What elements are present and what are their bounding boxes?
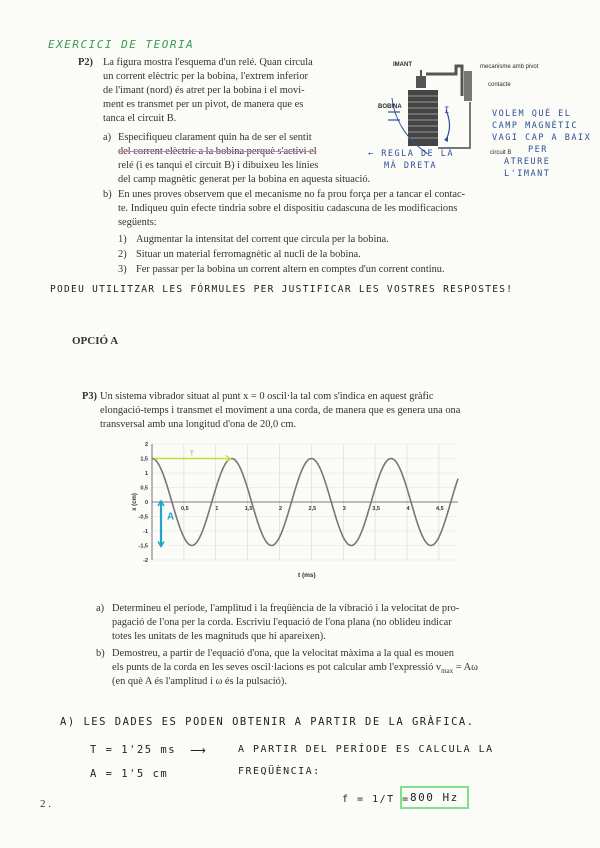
note-line: VAGI CAP A BAIX (492, 133, 592, 143)
label-imant: IMANT (393, 62, 412, 68)
option-title: OPCIÓ A (72, 335, 119, 347)
p3-b-line: Demostreu, a partir de l'equació d'ona, que la velocitat màxima a la qual es mouen (112, 648, 454, 659)
note-line: ← REGLA DE LA (368, 149, 455, 159)
note-line: CAMP MAGNÈTIC (492, 121, 579, 131)
p2-intro-line: ment es transmet per un pivot, de manera que es (103, 99, 304, 110)
p3-b-label: b) (96, 648, 105, 659)
answer-freq-formula: f = 1/T = (342, 794, 410, 805)
chart-svg (128, 438, 464, 588)
p2-b-line: te. Indiqueu quin efecte tindria sobre el dispositiu cadascuna de les modificacions (118, 203, 458, 214)
answer-arrow-text-2: FREQÜÈNCIA: (238, 766, 321, 777)
x-tick-label: 0,5 (181, 506, 189, 512)
x-tick-label: 4,5 (436, 506, 444, 512)
problem-number-p3: P3) (82, 391, 98, 402)
p3-b-subscript: max (441, 667, 454, 676)
p2-a-line: del corrent elèctric a la bobina perquè s'activi el (118, 146, 317, 157)
magnet-body (416, 76, 426, 88)
arrow-right-icon: ⟶ (190, 745, 206, 757)
p3-intro-line: elongació-temps i transmet el moviment a una corda, de manera que es genera una ona (100, 405, 461, 416)
p2-b-line: següents: (118, 217, 157, 228)
p2-intro-line: de l'imant (nord) és atret per la bobina i el movi- (103, 85, 305, 96)
p2-item-text: Augmentar la intensitat del corrent que circula per la bobina. (136, 234, 389, 245)
x-tick-label: 1 (215, 506, 219, 512)
note-line: MÀ DRETA (384, 161, 437, 171)
answer-period: T = 1'25 ms (90, 744, 177, 756)
p2-item-number: 2) (118, 249, 127, 260)
y-tick-label: -2 (143, 558, 148, 564)
p2-a-line: relé (i es tanqui el circuit B) i dibuixeu les línies (118, 160, 319, 171)
p3-a-label: a) (96, 603, 105, 614)
field-arrowhead (444, 136, 448, 142)
y-axis-label: x (cm) (132, 493, 138, 511)
p2-b-label: b) (103, 189, 112, 200)
handwritten-note-right (492, 108, 600, 180)
p2-item-number: 3) (118, 264, 127, 275)
p2-intro-line: La figura mostra l'esquema d'un relé. Quan circula (103, 57, 313, 68)
circuit-b-wire (438, 102, 470, 148)
y-tick-label: 2 (144, 442, 148, 448)
p2-a-line: Especifiqueu clarament quin ha de ser el sentit (118, 132, 312, 143)
p3-intro-line: transversal amb una longitud d'ona de 20,0 cm. (100, 419, 297, 430)
p2-item-text: Fer passar per la bobina un corrent altern en comptes d'un corrent continu. (136, 264, 445, 275)
answer-freq-result: 800 Hz (400, 786, 469, 809)
problem-number-p2: P2) (78, 57, 94, 68)
x-tick-label: 3,5 (372, 506, 380, 512)
x-tick-label: 3 (342, 506, 346, 512)
p2-intro-line: tanca el circuit B. (103, 113, 177, 124)
handwritten-formula-note: PODEU UTILITZAR LES FÓRMULES PER JUSTIFICAR LES VOSTRES RESPOSTES! (50, 284, 514, 295)
note-line: PER (528, 145, 548, 155)
p3-a-line: totes les unitats de les magnituds que hi apareixen). (112, 631, 326, 642)
y-tick-label: -0,5 (138, 514, 148, 521)
note-line: VOLEM QUÈ EL (492, 109, 572, 119)
label-contacte: contacte (488, 82, 511, 88)
p2-intro-line: un corrent elèctric per la bobina, l'extrem inferior (103, 71, 308, 82)
y-tick-label: -1 (143, 529, 148, 535)
x-tick-label: 2 (278, 506, 283, 512)
y-tick-label: 1,5 (140, 456, 148, 463)
p2-a-line: del camp magnètic generat per la bobina en aquesta situació. (118, 174, 371, 185)
x-tick-label: 1,5 (244, 506, 253, 512)
label-mecanisme: mecanisme amb pivot (480, 64, 539, 70)
p3-a-line (112, 602, 459, 616)
y-tick-label: 0 (144, 500, 148, 506)
label-circuit-b: circuit B (490, 150, 512, 156)
p3-a-text: Determineu el període, l'amplitud i la freqüència de la vibració i la velocitat de pro- (112, 603, 460, 614)
amplitude-label: A (167, 511, 175, 523)
y-tick-label: 0,5 (140, 485, 148, 492)
p3-a-line: pagació de l'ona per la corda. Escriviu l'equació de l'ona plana (no oblideu indicar (112, 617, 452, 628)
p2-item-number: 1) (118, 234, 127, 245)
contact-post (464, 71, 472, 101)
p3-b-line: (en què A és l'amplitud i ω és la pulsació). (112, 676, 287, 687)
label-bobina: BOBINA (378, 104, 402, 110)
answer-line-1: A) LES DADES ES PODEN OBTENIR A PARTIR DE LA GRÀFICA. (60, 716, 475, 728)
answer-amplitude: A = 1'5 cm (90, 768, 169, 780)
p3-intro-line: Un sistema vibrador situat al punt x = 0 oscil·la tal com s'indica en aquest gràfic (100, 391, 434, 402)
chart-xlabel: t (ms) (298, 572, 316, 579)
exercise-heading: EXERCICI DE TEORIA (48, 38, 195, 51)
note-line: ATREURE L'IMANT (504, 157, 551, 179)
y-tick-label: -1,5 (138, 543, 148, 550)
p2-item-text: Situar un material ferromagnètic al nucli de la bobina. (136, 249, 361, 260)
handwritten-note-left (368, 148, 454, 172)
label-current-i: I (444, 106, 451, 116)
x-tick-label: 4 (406, 506, 410, 512)
p2-a-label: a) (103, 132, 112, 143)
y-tick-label: 1 (144, 471, 148, 477)
p2-b-line: En unes proves observem que el mecanisme no fa prou força per a tancar el contac- (118, 189, 466, 200)
p3-b-text: els punts de la corda en les seves oscil·lacions es pot calcular amb l'expressió v (112, 662, 442, 673)
x-tick-label: 2,5 (308, 506, 317, 512)
period-label: T (189, 449, 194, 458)
p3-b-formula: = Aω (453, 662, 478, 673)
elongation-time-chart (128, 438, 464, 588)
page-number: 2 . (40, 798, 51, 810)
answer-arrow-text: A PARTIR DEL PERÍODE ES CALCULA LA (238, 744, 494, 755)
